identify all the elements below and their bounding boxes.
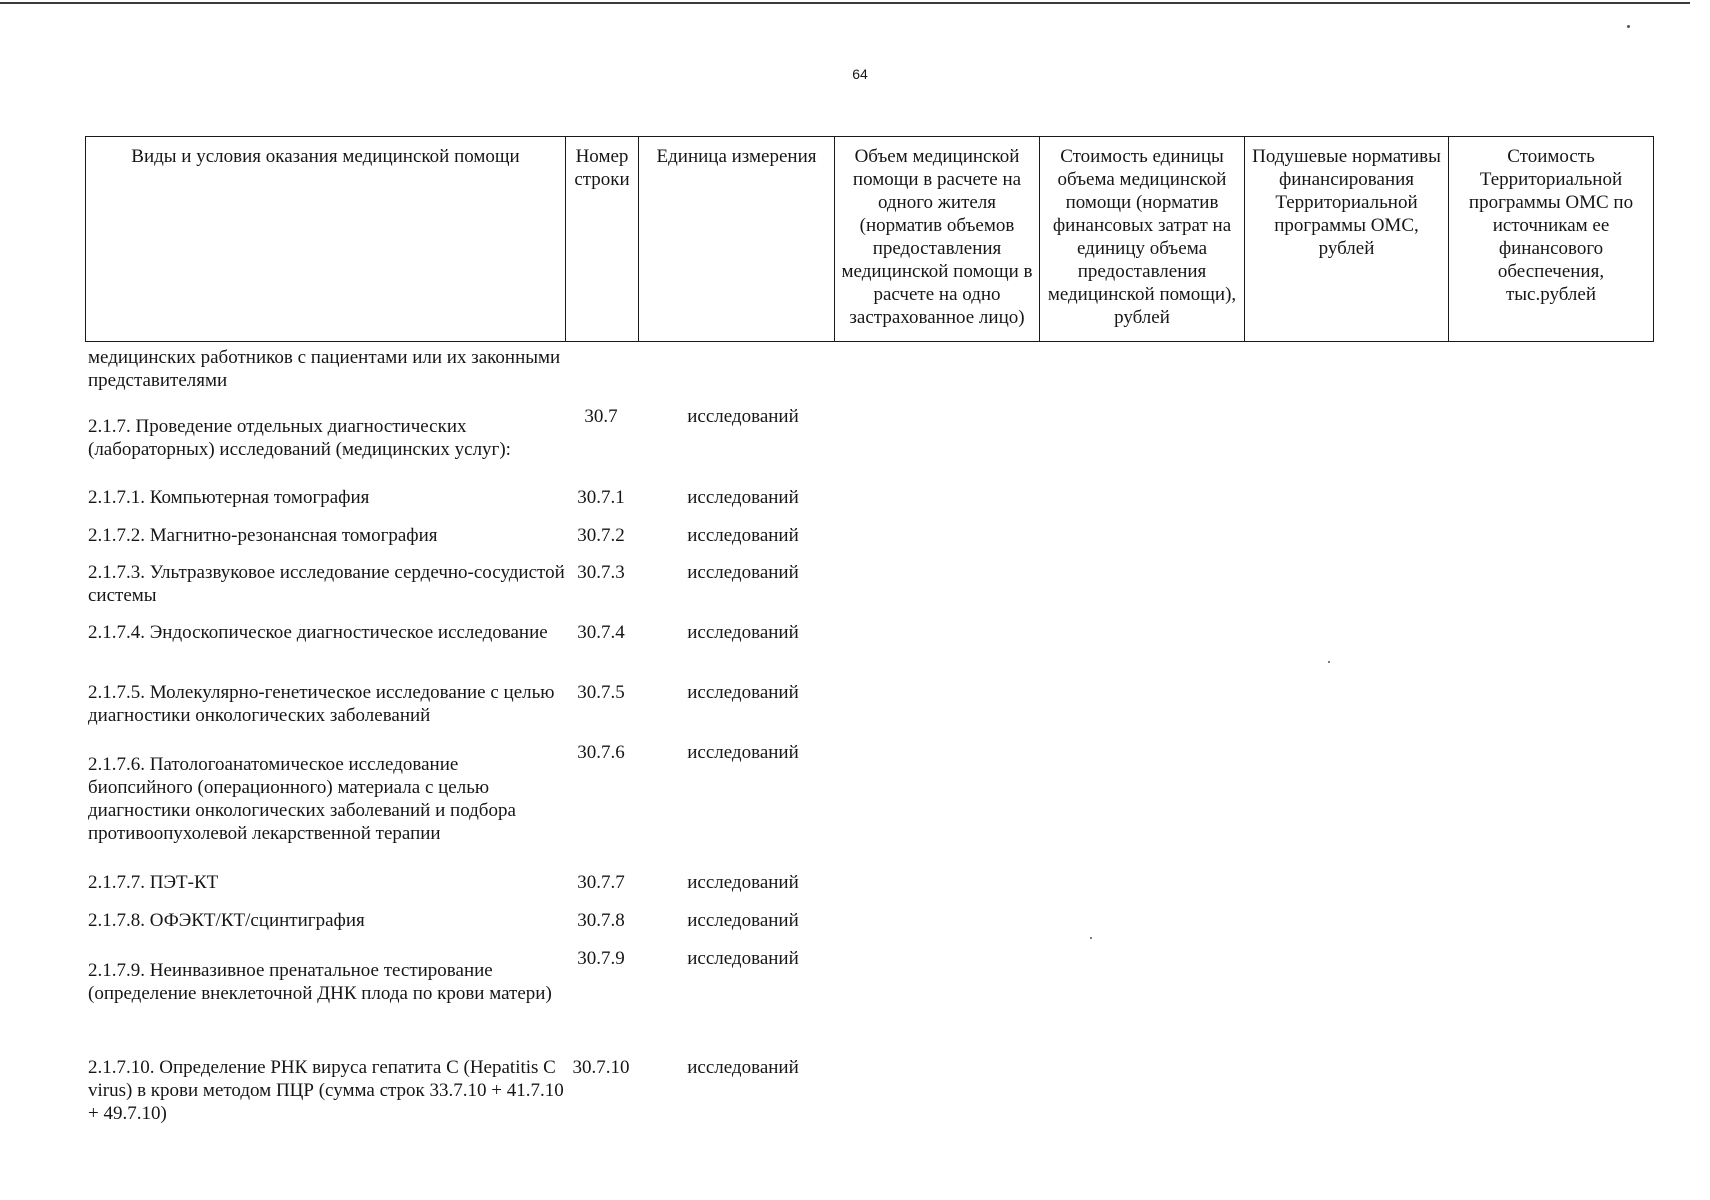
row-unit: исследований [687,622,799,643]
row-name: 2.1.7.9. Неинвазивное пренатальное тестирование (определение внеклеточной ДНК плода по крови матери) [88,960,552,1004]
row-number: 30.7.6 [577,742,625,763]
row-name: 2.1.7.8. ОФЭКТ/КТ/сцинтиграфия [88,910,365,931]
row-number: 30.7.9 [577,948,625,969]
row-unit: исследований [687,872,799,893]
row-unit: исследований [687,487,799,508]
row-name: 2.1.7.1. Компьютерная томография [88,487,370,508]
row-name: 2.1.7. Проведение отдельных диагностических (лабораторных) исследований (медицинских услуг): [88,416,511,460]
row-unit: исследований [687,742,799,763]
row-number: 30.7.5 [577,682,625,703]
header-program-cost: Стоимость Территориальной программы ОМС по источникам ее финансового обеспечения, тыс.рублей [1449,137,1654,342]
row-number: 30.7.8 [577,910,625,931]
row-number: 30.7.1 [577,487,625,508]
header-per-capita-norms: Подушевые нормативы финансирования Территориальной программы ОМС, рублей [1245,137,1449,342]
row-unit: исследований [687,1057,799,1078]
row-unit: исследований [687,682,799,703]
row-unit: исследований [687,910,799,931]
row-name: 2.1.7.2. Магнитно-резонансная томография [88,525,438,546]
header-unit-cost: Стоимость единицы объема медицинской помощи (норматив финансовых затрат на единицу объема предоставления медицинской помощи), рублей [1040,137,1245,342]
header-row-number: Номер строки [566,137,639,342]
continuation-text: медицинских работников с пациентами или их законными представителями [88,347,561,391]
header-types-of-care: Виды и условия оказания медицинской помощи [86,137,566,342]
header-unit: Единица измерения [639,137,835,342]
row-unit: исследований [687,406,799,427]
row-number: 30.7 [584,406,618,427]
header-volume-per-resident: Объем медицинской помощи в расчете на одного жителя (норматив объемов предоставления медицинской помощи в расчете на одно застрахованное лицо) [835,137,1040,342]
row-unit: исследований [687,525,799,546]
row-name: 2.1.7.5. Молекулярно-генетическое исследование с целью диагностики онкологических заболеваний [88,682,555,726]
row-name: 2.1.7.4. Эндоскопическое диагностическое исследование [88,622,548,643]
row-number: 30.7.4 [577,622,625,643]
row-unit: исследований [687,562,799,583]
row-number: 30.7.7 [577,872,625,893]
row-unit: исследований [687,948,799,969]
row-number: 30.7.2 [577,525,625,546]
row-name: 2.1.7.3. Ультразвуковое исследование сердечно-сосудистой системы [88,562,565,606]
row-name: 2.1.7.7. ПЭТ-КТ [88,872,219,893]
row-number: 30.7.3 [577,562,625,583]
row-name: 2.1.7.10. Определение РНК вируса гепатита C (Hepatitis C virus) в крови методом ПЦР (сумма строк 33.7.10 + 41.7.10 + 49.7.10) [88,1057,564,1124]
row-name: 2.1.7.6. Патологоанатомическое исследование биопсийного (операционного) материала с целью диагностики онкологических заболеваний и подбора противоопухолевой лекарственной терапии [88,754,516,844]
page-number: 64 [852,66,868,82]
row-number: 30.7.10 [572,1057,630,1078]
